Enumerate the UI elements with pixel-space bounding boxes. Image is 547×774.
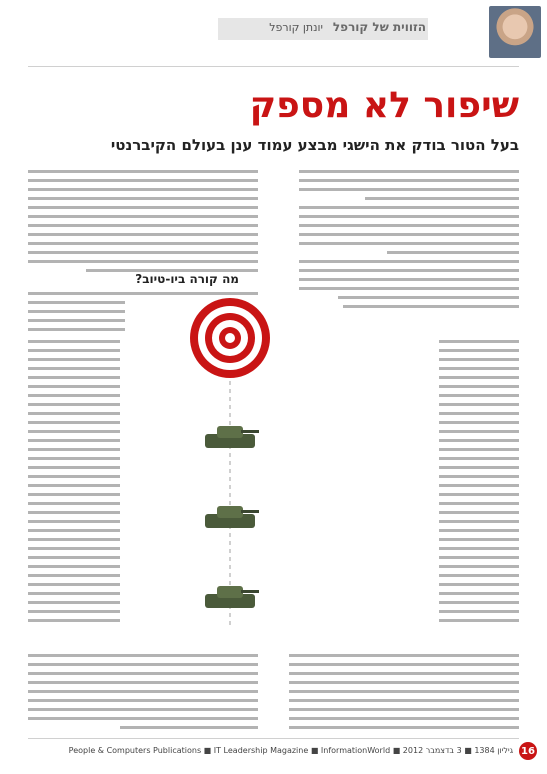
- body-column-right-narrow: [439, 340, 519, 628]
- author-name: יונתן קורפל: [269, 21, 323, 34]
- column-header: [108, 18, 488, 40]
- article-headline: שיפור לא מספק: [249, 85, 519, 126]
- target-illustration: [125, 296, 338, 646]
- tank-icon: [205, 426, 259, 448]
- target-icon: [190, 298, 270, 378]
- body-column-left-narrow: [28, 340, 120, 628]
- footer-divider: [28, 738, 519, 739]
- body-column-right: [299, 170, 519, 314]
- page-footer: [0, 740, 547, 762]
- article-illustration: [125, 296, 338, 646]
- tank-icon: [205, 506, 259, 528]
- tank-icon: [205, 586, 259, 608]
- page-number: 16: [519, 742, 537, 760]
- body-column-bottom-left: [28, 654, 258, 735]
- divider: [28, 66, 519, 67]
- body-column-left: [28, 170, 258, 278]
- article-subhead: בעל הטור בודק את הישגי מבצע עמוד ענן בעולם הקיברנטי: [110, 136, 519, 154]
- section-heading: מה קורה ביו-טיוב?: [135, 272, 239, 286]
- publication-line: People & Computers Publications ■ IT Leadership Magazine ■ InformationWorld ■ גיליון 1384 ■ 3 בדצמבר 2012: [68, 746, 513, 755]
- column-title: הזווית של קורפל: [332, 20, 426, 34]
- author-photo: [489, 6, 541, 58]
- body-column-bottom-right: [289, 654, 519, 735]
